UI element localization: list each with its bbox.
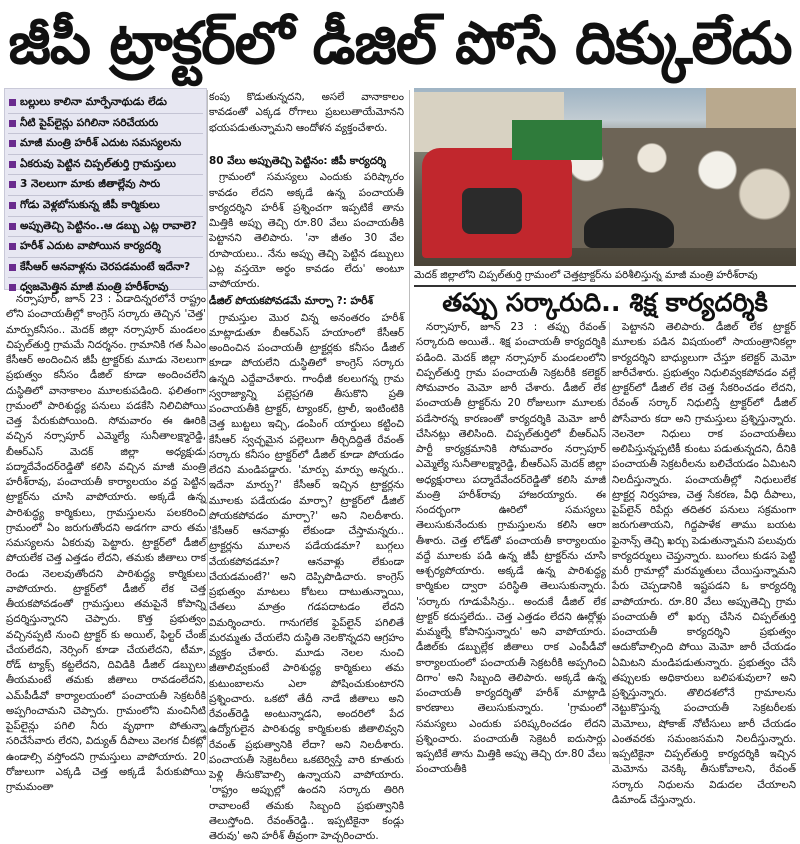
highlight-item: ఏకరువు పెట్టిన చిప్పల్‌తుర్తి గ్రామస్తులు: [8, 155, 203, 176]
bullet-icon: [9, 264, 16, 271]
bullet-icon: [9, 140, 16, 147]
photo-caption: మెదక్‌ జిల్లాలోని చిప్పల్‌తుర్తి గ్రామంలో చెత్తట్రాక్టర్‌ను పరిశీలిస్తున్న మాజీ మంత్రి హరీశ్‌రావు: [414, 268, 796, 284]
highlight-item: కేసీఆర్‌ ఆనవాళ్లను చెరపడమంటే ఇదేనా?: [8, 258, 203, 279]
paragraph: గ్రామంలో సమస్యలు ఎందుకు పరిష్కారం కావడం లేదని అక్కడే ఉన్న పంచాయతీ కార్యదర్శిని హరీశ్‌ ప్రశ్నించగా ఇప్పటికే తాను మిత్తికి అప్పు తెచ్చి రూ.80 వేలు పంచాయతీకి పెట్టానని తెలిపారు. 'నా జీతం 30 వేల రూపాయలు.. నేను అప్పు తెచ్చి పెట్టిన డబ్బులు ఎట్ల వస్తయో అర్థం కావడం లేదు' అంటూ వాపోయారు.: [209, 170, 404, 292]
photo-trolley: [512, 120, 602, 160]
paragraph: పెట్టానని తెలిపారు. డీజిల్‌ లేక ట్రాక్టర్‌ మూలకు పడిన విషయంలో సాయంత్రానికల్లా కార్యదర్శిని బాధ్యులుగా చేస్తూ కలెక్టర్‌ మెమో జారీచేశారు. ప్రభుత్వం నిధులివ్వకపోవడం వల్లే ట్రాక్టర్‌లో డీజిల్‌ లేక చెత్త సేకరించడం లేదని, రేవంత్‌ సర్కార్‌ నిధులిస్తే ట్రాక్టర్‌లో డీజిల్‌ పోసేవారు కదా అని గ్రామస్తులు ప్రశ్నిస్తున్నారు. నెలనెలా నిధులు రాక పంచాయతీలు అలిపిస్తున్నప్పటికీ కుంటు పడుతున్నదని, దీనికి పంచాయతీ సెక్రటరీలను బలిచేయడం ఏమిటని నిలదీస్తున్నారు. పంచాయతీల్లో నిధులులేక ట్రాక్టర్ల నిర్వహణ, చెత్త సేకరణ, వీధి దీపాలు, పైప్‌లైన్‌ రిపేర్లు తదితర పనులు సక్రమంగా జరుగుతాయని, గిద్దపాళేక తాము బయట ఫైనాన్స్‌ తెచ్చి ఖర్చు పెడుతున్నామని పలువురు కార్యదర్శులు చెప్తున్నారు. బుంగలు కుడస పెట్టి మరీ గ్రామాల్లో మరమ్మతులు చేయిస్తున్నామని పేరు చెప్పడానికి ఇష్టపడని ఓ కార్యదర్శి వాపోయారు. రూ.80 వేలు అప్పుతెచ్చి గ్రామ పంచాయతీ లో ఖర్చు చేసిన చిప్పల్‌తుర్తి పంచాయతీ కార్యదర్శిని ప్రభుత్వం ఆదుకోవాల్సింది పోయి మెమో జారీ చేయడం ఏమిటని మండిపడుతున్నారు. ప్రభుత్వం చేసే తప్పులకు అధికారులు బలిపశువులా? అని ప్రశ్నిస్తున్నారు. తొలిదశలోనే గ్రామాలను నెట్టుకొస్తున్న పంచాయతీ సెక్రటరీలకు మెమోలు, షోకాజ్‌ నోటీసులు జారీ చేయడం ఎంతవరకు సమంజసమని నిలదీస్తున్నారు. ఇప్పటికైనా చిప్పల్‌తుర్తి కార్యదర్శికి ఇచ్చిన మెమోను వెనక్కి తీసుకోవాలని, రేవంత్‌ సర్కారు నిధులను విడుదల చేయాలని డిమాండ్‌ చేస్తున్నారు.: [612, 320, 796, 808]
article-column-e: [612, 320, 796, 764]
bullet-icon: [9, 243, 16, 250]
sub-headline: తప్పు సర్కారుది.. శిక్ష కార్యదర్శికి: [414, 288, 796, 318]
highlight-item: మాజీ మంత్రి హరీశ్‌ ఎదుట సమస్యలను: [8, 134, 203, 155]
highlight-item: ధ్వజమెత్తిన మాజీ మంత్రి హరీశ్‌రావు: [8, 278, 203, 298]
highlight-item: 3 నెలలుగా మాకు జీతాల్లేవు సారు: [8, 175, 203, 196]
column-divider: [409, 90, 410, 764]
paragraph: గ్రామస్తుల మొర విన్న అనంతరం హరీశ్‌ మాట్లాడుతూ బీఆర్‌ఎస్‌ హయాంలో కేసీఆర్‌ అందించిన పంచాయతీ ట్రాక్టర్లకు కనీసం డీజిల్‌ కూడా పోయలేని దుస్థితిలో కాంగ్రెస్‌ సర్కారు ఉన్నది ఎద్దేవాచేశారు. గాంధీజీ కలలుగన్న గ్రామ స్వరాజ్యాన్ని పల్లెప్రగతి తీసుకొని ప్రతి పంచాయతీకి ట్రాక్టర్‌, ట్యాంకర్‌, ట్రాలీ, ఇంటింటికి చెత్త బుట్టలు ఇచ్చి, డంపింగ్‌ యార్డులు కట్టించి కేసీఆర్‌ స్వచ్ఛమైన పల్లెలుగా తీర్చిదిద్దితే రేవంత్‌ సర్కారు కనీసం ట్రాక్టర్‌లో డీజిల్‌ కూడా పోయడం లేదని మండిపడ్డారు. 'మార్పు మార్పు అన్నరు.. ఇదేనా మార్పు?' కేసీఆర్‌ ఇచ్చిన ట్రాక్టర్లను మూలకు పడేయడం మార్పా? ట్రాక్టర్‌లో డీజిల్‌ పోయకపోవడం మార్పా?' అని నిలదీశారు. 'కేసీఆర్‌ ఆనవాళ్లు లేకుండా చేస్తామన్నరు.. ట్రాక్టర్లను మూలన పడేయడమా? బుగ్గలు వేయకపోవడమా? ఆనవాళ్లు లేకుండా చేయడమంటే?' అని దెప్పిపొడిచారు. కాంగ్రెస్‌ ప్రభుత్వం మాటలు కోటలు దాటుతున్నాయి, చేతలు మాత్రం గడపదాటడం లేదని విమర్శించారు. గానుగలేక ఫైప్‌లైన్‌ పగిలితే మరమ్మతు చేయలేని దుస్థితి నెలకొన్నదని ఆగ్రహం వ్యక్తం చేశారు. మూడు నెలల నుంచి జీతాలివ్వకుంటే పారిశుద్ధ్య కార్మికులు తమ కుటుంబాలను ఎలా పోషించుకుంటారని ప్రశ్నించారు. ఒకటో తేదీ నాడే జీతాలు అని రేవంత్‌రెడ్డి అంటున్నాడని, అందరిలో పేద ఉద్యోగులైన పారిశుధ్య కార్మికులకు జీతాలివ్వని రేవంత్‌ ప్రభుత్వానికి లేదా? అని నిలదీశారు. పంచాయతీ సెక్రెటరీలు ఒకటెర్విస్తే వారి కూతురు పెళ్లి తీసుకొవాల్సి ఉన్నాయని వాపోయారు. 'రాష్ట్రం అప్పుల్లో ఉందని సర్కారు తిరిగి రావాలంటే తమకు సిబ్బంది ప్రభుత్వానికి తెలుస్తోంది. రేవంత్‌రెడ్డి.. ఇప్పటికైనా కండ్లు తెరువు' అని హరీశ్‌ తీవ్రంగా హెచ్చరించారు.: [209, 311, 404, 844]
column-divider: [207, 90, 208, 764]
paragraph: కంపు కొడుతున్నదని, అసలే వానాకాలం కావడంతో ఎక్కడ రోగాలు ప్రబలుతాయేమోనని భయపడుతున్నామని ఆందోళన వ్యక్తంచేశారు.: [209, 90, 404, 136]
article-column-b: [209, 152, 404, 764]
highlight-item: నీటి పైప్‌లైన్లు పగిలినా సరిచేయరు: [8, 114, 203, 135]
bullet-icon: [9, 120, 16, 127]
bullet-icon: [9, 99, 16, 106]
highlight-item: గోడు వెళ్లబోసుకున్న జీపీ కార్మికులు: [8, 196, 203, 217]
paragraph: నర్సాపూర్‌, జూన్‌ 23 : తప్పు రేవంత్‌ సర్కారుది అయితే.. శిక్ష పంచాయతీ కార్యదర్శికి పడింది. మెదక్‌ జిల్లా నర్సాపూర్‌ మండలంలోని చిప్పల్‌తుర్తి గ్రామ పంచాయతీ సెక్రటరీకి కలెక్టర్‌ సోమవారం మెమో జారీ చేశారు. డీజిల్‌ లేక పంచాయతీ ట్రాక్టర్‌ను 20 రోజులుగా మూలకు పడేసారన్న కారణంతో కార్యదర్శికి మెమో జారీ చేసినట్లు తెలిసింది. చిప్పల్‌తుర్తిలో బీఆర్‌ఎస్‌ పార్టీ కార్యక్రమానికి సోమవారం నర్సాపూర్‌ ఎమ్మెల్యే సునీతాలక్ష్మారెడ్డి, బీఆర్‌ఎస్‌ మెదక్‌ జిల్లా అధ్యక్షురాలు పద్మాదేవేందర్‌రెడ్డితో కలిసి మాజీ మంత్రి హరీశ్‌రావు హాజరయ్యారు. ఈ సందర్భంగా ఊరిలో సమస్యలు తెలుసుకునేందుకు గ్రామస్తులను కలిసి ఆరా తీశారు. చెత్త లోడ్‌తో పంచాయతీ కార్యాలయం వద్దే మూలకు పడి ఉన్న జీపీ ట్రాక్టర్‌ను చూసి ఆశ్చర్యపోయారు. అక్కడే ఉన్న పారిశుద్ధ్య కార్మికుల ద్వారా పరిస్థితి తెలుసుకున్నారు. 'సర్కారు గూడుపేసిన్రు.. అందుకే డీజిల్‌ లేక ట్రాక్టర్‌ కదుస్తలేదు.. చెత్త ఎత్తడం లేదని ఊర్లోళ్లు మమ్మల్నే కోపానిస్తున్నారు' అని వాపోయారు. డీజిల్‌కు డబ్బుల్లేక జీతాలు రాక ఎంపీడీవో కార్యాలయంలో పంచాయతీ సెక్రటరీకి అప్పగించి దిగాం' అని సిబ్బంది తెలిపారు. అక్కడే ఉన్న పంచాయతీ కార్యదర్శితో హరీశ్‌ మాట్లాడి కారణాలు తెలుసుకున్నారు. 'గ్రామంలో సమస్యలు ఎందుకు పరిష్కరించడం లేదని ప్రశ్నించారు. పంచాయతీ సెక్రెటరీ ఐదుసార్లు ఇప్పటికే తాను మిత్తికి అప్పు తెచ్చి రూ.80 వేలు పంచాయతీకి: [416, 320, 606, 778]
bullet-icon: [9, 284, 16, 291]
headline: జీపీ ట్రాక్టర్‌లో డీజిల్‌ పోసే దిక్కులేదు: [0, 0, 800, 86]
photo-tractor: [422, 148, 572, 258]
bullet-icon: [9, 202, 16, 209]
article-column-d: [416, 320, 606, 764]
section-subhead: డీజిల్‌ పోయకపోవడమే మార్పా ?: హరీశ్‌: [209, 294, 404, 309]
column-divider: [609, 322, 610, 764]
highlight-item: అప్పుతెచ్చి పెట్టినం..ఆ డబ్బు ఎట్ల రావాలె?: [8, 217, 203, 238]
article-column-a: [209, 90, 404, 150]
photo-steering-wheel: [584, 208, 674, 248]
highlight-item: బల్లులు కాలినా మార్పేనాథుడు లేడు: [8, 93, 203, 114]
bullet-icon: [9, 223, 16, 230]
photo-tractor-grill: [462, 188, 522, 234]
divider: [414, 285, 796, 287]
article-column-c: [6, 292, 206, 764]
highlights-box: [4, 88, 207, 290]
bullet-icon: [9, 181, 16, 188]
highlight-item: హరీశ్‌ ఎదుట వాపోయిన కార్యదర్శి: [8, 237, 203, 258]
paragraph: నర్సాపూర్‌, జూన్‌ 23 : ఏడాదిన్నరలోనే రాష్ట్రం లోని పంచాయతీల్లో కాంగ్రెస్‌ సర్కారు తెచ్చిన 'చెత్త' మార్పుకనీసం.. మెదక్‌ జిల్లా నర్సాపూర్‌ మండలం చిప్పల్‌తుర్తి గ్రామమే నిదర్శనం. గ్రామానికి గత సీఎం కేసీఆర్‌ అందించిన జీపీ ట్రాక్టర్‌కు మూడు నెలలుగా ప్రభుత్వం కనీసం డీజిల్‌ కూడా అందించలేని దుస్థితిలో వానాకాలం మూలకుపడింది. ఫలితంగా గ్రామంలో పారిశుద్ధ్య పనులు పడకేసి నిలిచిపోయి చెత్త పేరుకుపోయింది. సోమవారం ఈ ఊరికి వచ్చిన నర్సాపూర్‌ ఎమ్మెల్యే సునీతాలక్ష్మారెడ్డి, బీఆర్‌ఎస్‌ మెదక్‌ జిల్లా అధ్యక్షుడు పద్మాదేవేందర్‌రెడ్డితో కలిసి వచ్చిన మాజీ మంత్రి హరీశ్‌రావు, పంచాయతీ కార్యాలయం వద్ద పెట్టిన ట్రాక్టర్‌ను చూసి వాపోయారు. అక్కడే ఉన్న పారిశుద్ధ్య కార్మికులు, గ్రామస్తులను పలకరించి గ్రామంలో ఏం జరుగుతోందని అడగగా వారు తమ సమస్యలను ఏకరువు పెట్టారు. ట్రాక్టర్‌లో డీజిల్‌ పోయలేక చెత్త ఎత్తడం లేదని, తమకు జీతాలు రాక రెండు నెలలవుతోందని పారిశుద్ధ్య కార్మికులు వాపోయారు. ట్రాక్టర్‌లో డీజిల్‌ లేక చెత్త తీయకపోవడంతో గ్రామస్తులు తమపైనే కోపాన్ని ప్రదర్శిస్తున్నారని చెప్పారు. కొత్త ప్రభుత్వం వచ్చినప్పటి నుంచి ట్రాక్టర్‌ కు అయిల్‌, ఫిల్టర్‌ చేంజ్‌ చేయలేదని, నెర్సింగ్‌ కూడా చేయలేదని, టీమా, రోడ్‌ ట్యాక్స్‌ కట్టలేదని, దివిడికి డీజిల్‌ డబ్బులు తీయమంటే తమకు జీతాలు రావడంలేదని, ఎమ్‌పీడీవో కార్యాలయంలో పంచాయతీ సెక్రటరీకి అప్పగించామని చెప్పారు. గ్రామంలోని మంచినీటి పైప్‌లైన్లు పగిలి నీరు వృథాగా పోతున్నా సరిచేసేవారు లేరని, విద్యుత్‌ దీపాలు వెలగక చీకట్లో ఉండాల్సి వస్తోందని గ్రామస్తులు వాపోయారు. 20 రోజులుగా ఎక్కడి చెత్త అక్కడే పేరుకుపోయి గ్రామమంతా: [6, 292, 206, 795]
bullet-icon: [9, 161, 16, 168]
section-subhead: 80 వేలు అప్పుతెచ్చి పెట్టినం: జీపీ కార్యదర్శి: [209, 154, 404, 169]
news-photo: [414, 88, 796, 266]
